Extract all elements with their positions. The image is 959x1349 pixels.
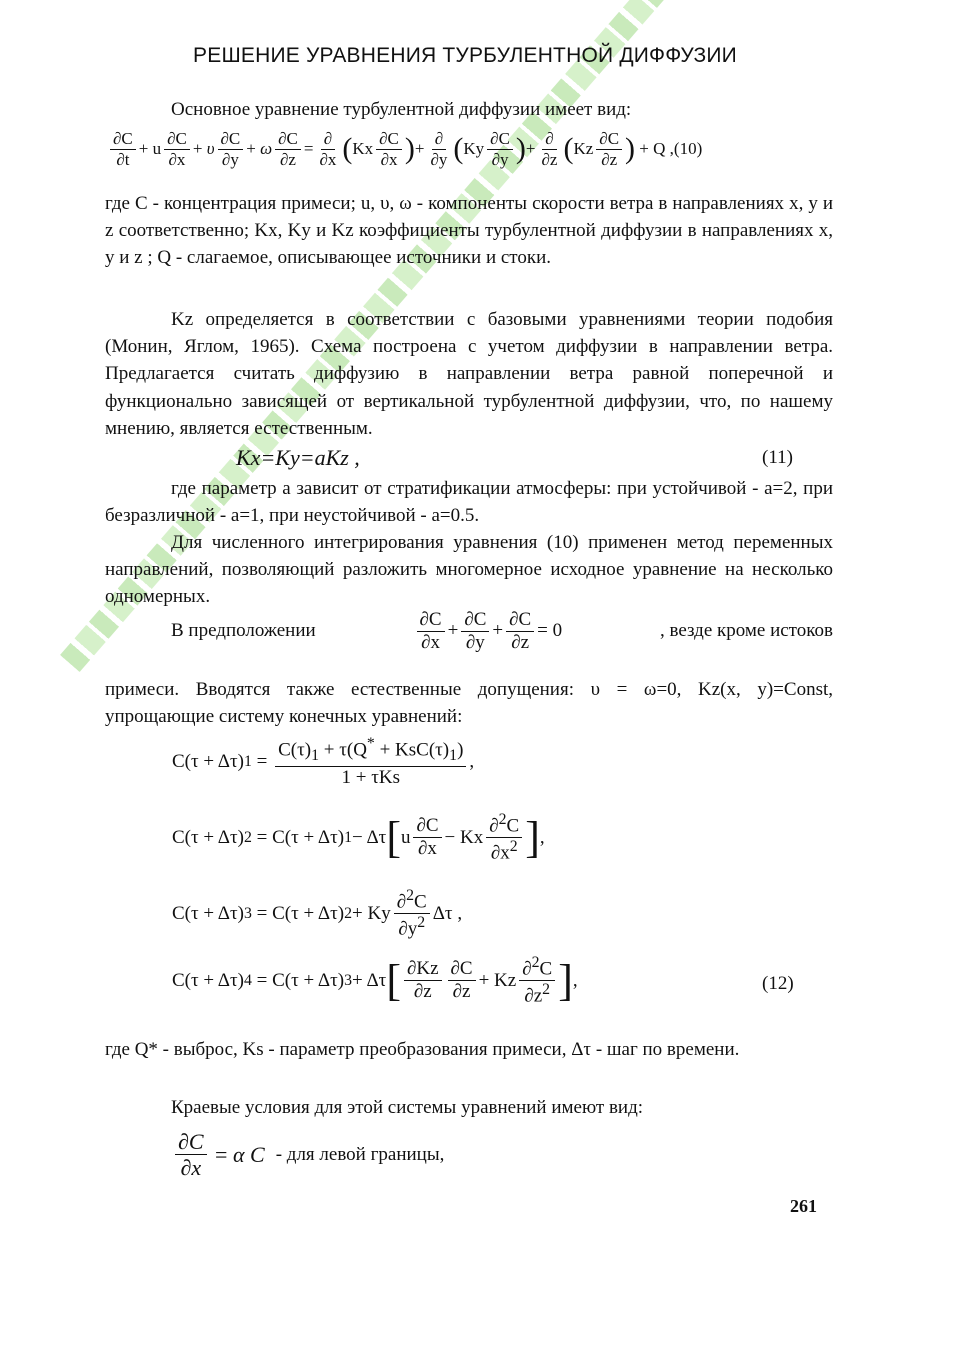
boundary-label: - для левой границы, [275,1143,445,1165]
assumption-prefix: В предположении [171,620,316,642]
page-title: РЕШЕНИЕ УРАВНЕНИЯ ТУРБУЛЕНТНОЙ ДИФФУЗИИ [193,44,737,67]
assumption-formula: $\frac{\partial C}{\partial x}$ + $\frac{\partial C}{\partial y}$ + $\frac{\partial C}{\partial z}$ = 0 [414,610,563,653]
boundary-condition: $\frac{\partial C}{\partial x}$ = α C - для левой границы, [172,1130,444,1179]
equation-10: $\frac{\partial C}{\partial t}$ + u $\frac{\partial C}{\partial x}$ + υ $\frac{\partial C}{\partial y}$ + ω $\frac{\partial C}{\partial z}$ = $\frac{\partial}{\partial x}$ ( Kx $\frac{\partial C}{\partial x}$ ) + $\frac{\partial}{\partial y}$ ( Ky $\frac{\partial C}{\partial y}$ ) + $\frac{\partial}{\partial z}$ ( Kz $\frac{\partial C}{\partial z}$ ) + Q ,(10) [107,130,702,169]
equation-12-line-1: C(τ + Δτ) 1 = $\frac{C(\tau)_1 + \tau(Q^* + KsC(\tau)_1)}{\text{1 + τKs}}$ , [172,735,475,788]
equation-11: Kx=Ky=aKz , [236,445,360,470]
paragraph-numerical: Для численного интегрирования уравнения (10) применен метод переменных направлений, позволяющий разложить многомерное исходное уравнение на несколько одномерных. [105,532,833,608]
equation-12-number: (12) [762,973,794,994]
paragraph-where: где С - концентрация примеси; u, υ, ω - компоненты скорости ветра в направлениях x, y и z соответственно; Kx, Ky и Kz коэффициенты турбулентной диффузии в направлениях x, y и z ; Q - слагаемое, описывающее источники и стоки. [105,193,833,269]
boundary-intro: Краевые условия для этой системы уравнений имеют вид: [171,1097,644,1118]
assumption-suffix: , везде кроме истоков [659,620,833,642]
equation-12-line-2: C(τ + Δτ) 2 = C(τ + Δτ) 1 − Δτ [ u $\frac{\partial C}{\partial x}$ − Kx $\frac{\partial^2C}{\partial x^2}$ ] , [172,811,545,864]
intro-text: Основное уравнение турбулентной диффузии имеет вид: [171,99,632,120]
assumption-line [171,610,833,653]
paragraph-simplifications: примеси. Вводятся также естественные допущения: υ = ω=0, Kz(x, y)=Const, упрощающие систему конечных уравнений: [105,679,833,728]
equation-12-line-3: C(τ + Δτ) 3 = C(τ + Δτ) 2 + Ky $\frac{\partial^2C}{\partial y^2}$ Δτ , [172,887,463,940]
page-number: 261 [790,1196,817,1216]
equation-12-line-4: C(τ + Δτ) 4 = C(τ + Δτ) 3 + Δτ [ $\frac{\partial Kz}{\partial z}$ $\frac{\partial C}{\partial z}$ + Kz $\frac{\partial^2C}{\partial z^2}$ ] , [172,954,578,1007]
paragraph-a: где параметр a зависит от стратификации атмосферы: при устойчивой - a=2, при безразличной - a=1, при неустойчивой - a=0.5. [105,478,833,527]
equation-10-number: ,(10) [669,139,703,159]
equation-11-number: (11) [762,447,793,468]
paragraph-q: где Q* - выброс, Ks - параметр преобразования примеси, Δτ - шаг по времени. [105,1039,740,1060]
paragraph-kz: Kz определяется в соответствии с базовыми уравнениями теории подобия (Монин, Яглом, 1965). Схема построена с учетом диффузии в направлении ветра. Предлагается считать диффузию в направлении ветра равной поперечной и функционально зависящей от вертикальной турбулентной диффузии, что, по нашему мнению, является естественным. [105,309,833,439]
